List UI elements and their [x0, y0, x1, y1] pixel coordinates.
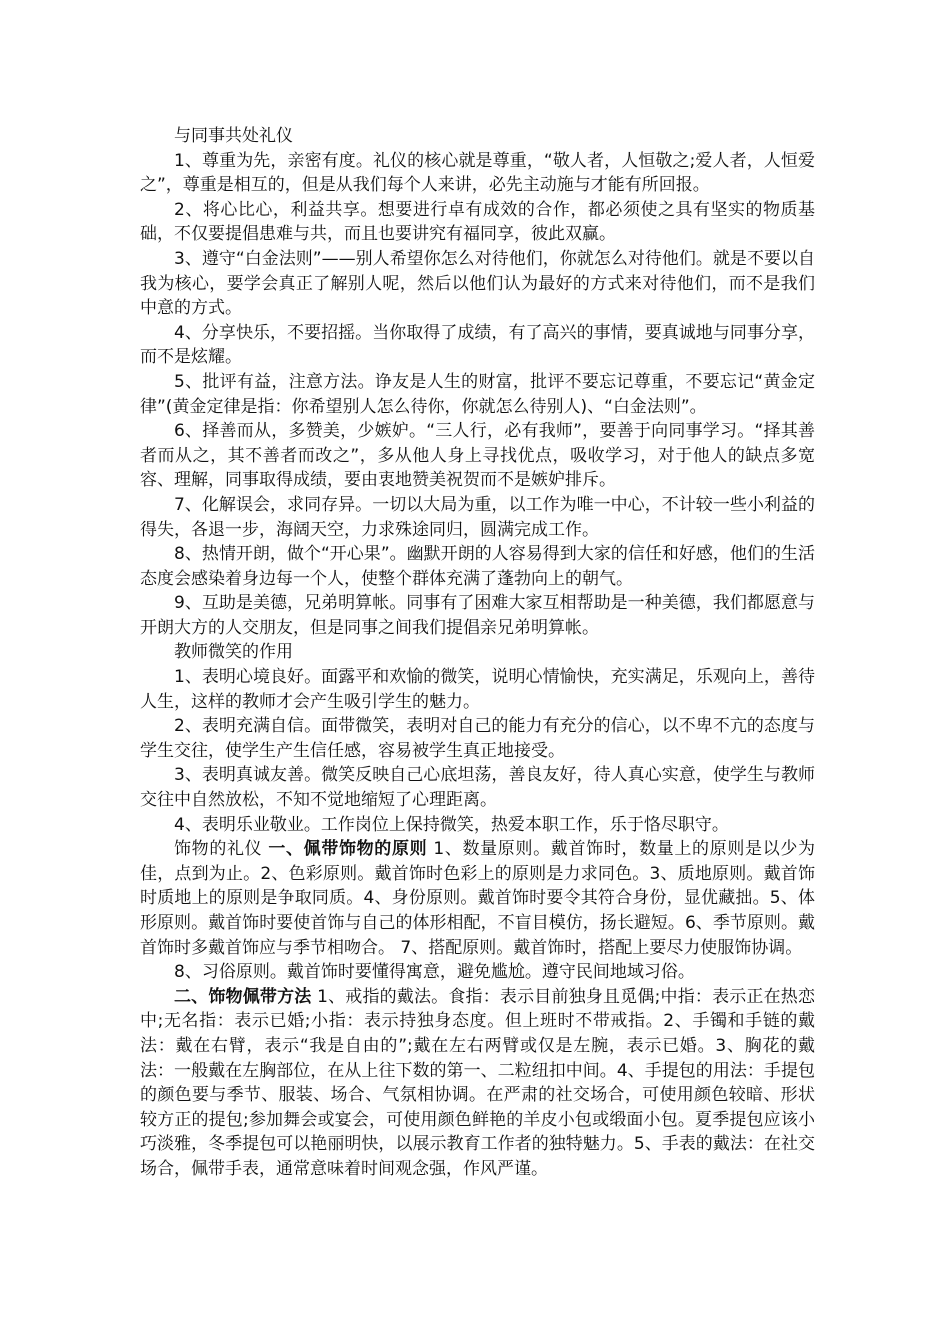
- ornament-paragraph-1: [140, 837, 815, 960]
- paragraph: 1、表明心境良好。面露平和欢愉的微笑，说明心情愉快，充实满足，乐观向上，善待人生，这样的教师才会产生吸引学生的魅力。: [140, 667, 815, 712]
- ornament-body-principles: 1、数量原则。戴首饰时，数量上的原则是以少为佳，点到为止。2、色彩原则。戴首饰时色彩上的原则是力求同色。3、质地原则。戴首饰时质地上的原则是争取同质。4、身份原则。戴首饰时要令其符合身份，显优藏拙。5、体形原则。戴首饰时要使首饰与自己的体形相配，不盲目模仿，扬长避短。6、季节原则。戴首饰时多戴首饰应与季节相吻合。 7、搭配原则。戴首饰时，搭配上要尽力使服饰协调。: [140, 839, 816, 958]
- paragraph: 3、表明真诚友善。微笑反映自己心底坦荡，善良友好，待人真心实意，使学生与教师交往中自然放松，不知不觉地缩短了心理距离。: [140, 765, 815, 811]
- paragraph: 4、分享快乐，不要招摇。当你取得了成绩，有了高兴的事情，要真诚地与同事分享，而不是炫耀。: [140, 322, 815, 368]
- paragraph: 5、批评有益，注意方法。诤友是人生的财富，批评不要忘记尊重，不要忘记“黄金定律”(黄金定律是指：你希望别人怎么待你，你就怎么待别人)、“白金法则”。: [140, 371, 815, 417]
- ornament-lead: 饰物的礼仪: [174, 839, 269, 860]
- document-page: [140, 124, 815, 1182]
- section-title-colleague-etiquette: 与同事共处礼仪: [174, 126, 293, 146]
- paragraph: 9、互助是美德，兄弟明算帐。同事有了困难大家互相帮助是一种美德，我们都愿意与开朗大方的人交朋友，但是同事之间我们提倡亲兄弟明算帐。: [140, 593, 815, 638]
- section-title-teacher-smile: 教师微笑的作用: [174, 642, 293, 663]
- ornament-heading-principles: 一、佩带饰物的原则: [268, 839, 428, 860]
- paragraph: 3、遵守“白金法则”——别人希望你怎么对待他们，你就怎么对待他们。就是不要以自我为核心，要学会真正了解别人呢，然后以他们认为最好的方式来对待他们，而不是我们中意的方式。: [140, 248, 815, 319]
- paragraph: 8、习俗原则。戴首饰时要懂得寓意，避免尴尬。遵守民间地域习俗。: [174, 962, 695, 983]
- paragraph: 2、表明充满自信。面带微笑，表明对自己的能力有充分的信心，以不卑不亢的态度与学生交往，使学生产生信任感，容易被学生真正地接受。: [140, 716, 815, 761]
- paragraph: 4、表明乐业敬业。工作岗位上保持微笑，热爱本职工作，乐于恪尽职守。: [174, 814, 729, 835]
- paragraph: 6、择善而从，多赞美，少嫉妒。“三人行，必有我师”，要善于向同事学习。“择其善者而从之，其不善者而改之”，多从他人身上寻找优点，吸收学习，对于他人的缺点多宽容、理解，同事取得成绩，要由衷地赞美祝贺而不是嫉妒排斥。: [140, 421, 815, 491]
- paragraph: 8、热情开朗，做个“开心果”。幽默开朗的人容易得到大家的信任和好感，他们的生活态度会感染着身边每一个人，使整个群体充满了蓬勃向上的朝气。: [140, 544, 815, 589]
- paragraph: 7、化解误会，求同存异。一切以大局为重，以工作为唯一中心，不计较一些小利益的得失，各退一步，海阔天空，力求殊途同归，圆满完成工作。: [140, 494, 815, 540]
- ornament-paragraph-2: [140, 985, 815, 1182]
- paragraph: 1、尊重为先，亲密有度。礼仪的核心就是尊重，“敬人者，人恒敬之;爱人者，人恒爱之”，尊重是相互的，但是从我们每个人来讲，必先主动施与才能有所回报。: [140, 150, 815, 196]
- ornament-heading-methods: 二、饰物佩带方法: [174, 986, 312, 1007]
- paragraph: 2、将心比心，利益共享。想要进行卓有成效的合作，都必须使之具有坚实的物质基础，不仅要提倡患难与共，而且也要讲究有福同享，彼此双赢。: [140, 199, 815, 245]
- ornament-body-methods: 1、戒指的戴法。食指：表示目前独身且觅偶;中指：表示正在热恋中;无名指：表示已婚;小指：表示持独身态度。但上班时不带戒指。2、手镯和手链的戴法：戴在右臂，表示“我是自由的”;戴在左右两臂或仅是左腕，表示已婚。3、胸花的戴法：一般戴在左胸部位，在从上往下数的第一、二粒纽扣中间。4、手提包的用法：手提包的颜色要与季节、服装、场合、气氛相协调。在严肃的社交场合，可使用颜色较暗、形状较方正的提包;参加舞会或宴会，可使用颜色鲜艳的羊皮小包或缎面小包。夏季提包应该小巧淡雅，冬季提包可以艳丽明快，以展示教育工作者的独特魅力。5、手表的戴法：在社交场合，佩带手表，通常意味着时间观念强，作风严谨。: [140, 986, 815, 1179]
